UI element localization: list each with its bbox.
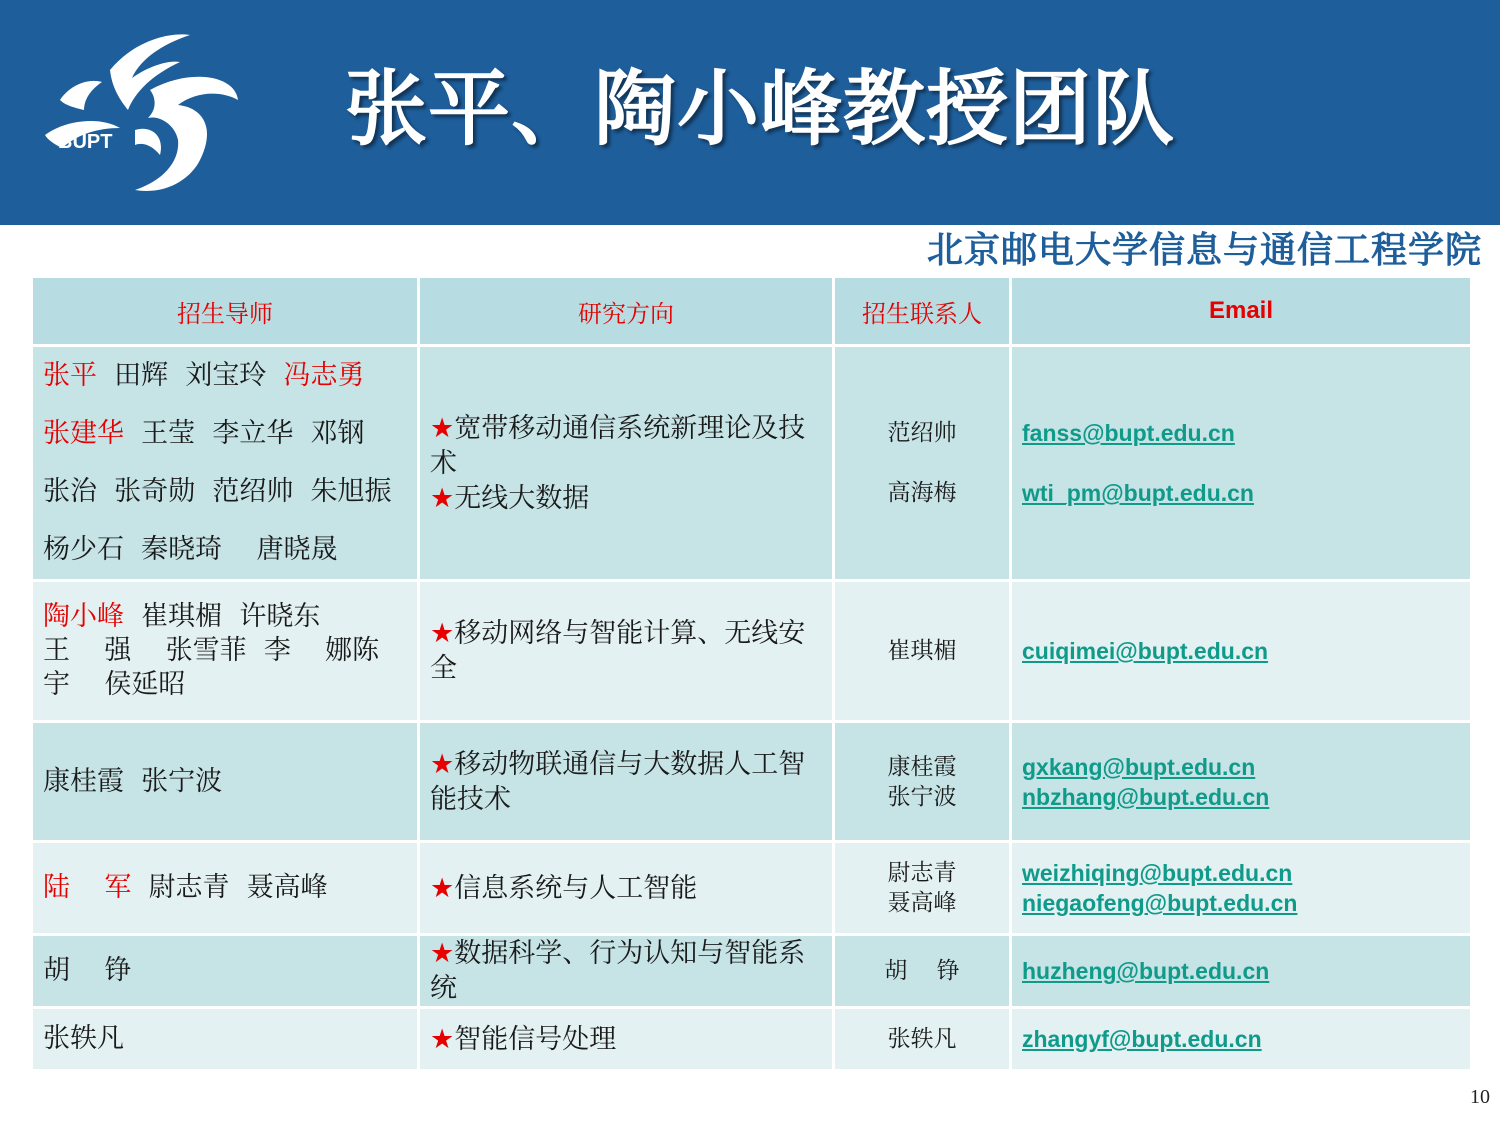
- table-row: [33, 723, 1470, 840]
- email-cell: [1012, 582, 1470, 720]
- email-cell: [1012, 723, 1470, 840]
- contact-name: 胡 铮: [884, 958, 960, 984]
- email-link[interactable]: nbzhang@bupt.edu.cn: [1022, 783, 1270, 810]
- table-row: [33, 582, 1470, 720]
- star-icon: ★: [430, 748, 455, 780]
- header-email: Email: [1012, 278, 1470, 344]
- highlighted-supervisor-name: 陶小峰: [43, 601, 124, 632]
- contact-name: 范绍帅: [887, 420, 957, 446]
- direction-cell: [420, 347, 832, 579]
- email-link[interactable]: gxkang@bupt.edu.cn: [1022, 753, 1256, 780]
- contact-cell: [835, 723, 1009, 840]
- email-link[interactable]: cuiqimei@bupt.edu.cn: [1022, 638, 1269, 664]
- star-icon: ★: [430, 872, 455, 904]
- supervisor-line: [43, 521, 407, 579]
- email-cell: [1012, 1009, 1470, 1069]
- research-direction: [430, 411, 822, 481]
- contact-cell: [835, 843, 1009, 933]
- highlighted-supervisor-name: 张平: [43, 360, 97, 391]
- email-link[interactable]: huzheng@bupt.edu.cn: [1022, 958, 1270, 984]
- email-cell: [1012, 936, 1470, 1006]
- supervisor-line: [43, 600, 407, 634]
- spacer: [845, 448, 999, 478]
- supervisor-line: [43, 668, 407, 702]
- supervisor-line: [43, 347, 407, 405]
- email-cell: [1012, 347, 1470, 579]
- supervisor-line: [43, 871, 407, 905]
- star-icon: ★: [430, 1023, 455, 1055]
- email-link[interactable]: niegaofeng@bupt.edu.cn: [1022, 890, 1298, 916]
- table-row: [33, 347, 1470, 579]
- highlighted-supervisor-name: 陆 军: [43, 872, 132, 903]
- contact-cell: [835, 1009, 1009, 1069]
- contact-cell: [835, 936, 1009, 1006]
- supervisor-name: 康桂霞 张宁波: [43, 765, 223, 797]
- star-icon: ★: [430, 938, 455, 969]
- supervisor-line: [43, 1022, 407, 1056]
- research-direction-text: 无线大数据: [454, 482, 590, 514]
- supervisor-cell: [33, 723, 417, 840]
- contact-name: 张轶凡: [887, 1026, 957, 1052]
- supervisor-name: 杨少石 秦晓琦 唐晓晟: [43, 534, 338, 565]
- header-banner: [0, 0, 1500, 225]
- supervisor-line: [43, 634, 407, 668]
- email-link[interactable]: fanss@bupt.edu.cn: [1022, 420, 1235, 446]
- star-icon: ★: [430, 482, 455, 514]
- supervisor-cell: [33, 582, 417, 720]
- research-direction: [430, 616, 822, 686]
- supervisor-name: 王 强 张雪菲 李 娜陈: [43, 635, 380, 666]
- supervisor-name: 田辉 刘宝玲: [97, 360, 284, 391]
- supervisor-line: [43, 405, 407, 463]
- research-direction-text: 宽带移动通信系统新理论及技术: [430, 412, 806, 479]
- supervisor-name: 宇 侯延昭: [43, 669, 186, 700]
- supervisor-cell: [33, 1009, 417, 1069]
- spacer: [1022, 448, 1460, 478]
- bupt-logo-icon: [40, 30, 240, 198]
- table-row: [33, 1009, 1470, 1069]
- school-name: 北京邮电大学信息与通信工程学院: [926, 230, 1482, 271]
- research-direction: [430, 871, 822, 906]
- research-direction-text: 信息系统与人工智能: [454, 872, 698, 904]
- header-contact: 招生联系人: [835, 278, 1009, 344]
- table-header-row: [33, 278, 1470, 344]
- research-direction: [430, 936, 822, 1006]
- direction-cell: [420, 936, 832, 1006]
- supervisor-name: 胡 铮: [43, 955, 132, 986]
- contact-name: 尉志青: [887, 860, 957, 886]
- star-icon: ★: [430, 618, 455, 649]
- research-direction-text: 智能信号处理: [454, 1023, 617, 1055]
- email-link[interactable]: weizhiqing@bupt.edu.cn: [1022, 860, 1293, 886]
- supervisor-cell: [33, 936, 417, 1006]
- contact-cell: [835, 582, 1009, 720]
- email-cell: [1012, 843, 1470, 933]
- highlighted-supervisor-name: 冯志勇: [283, 360, 365, 391]
- team-table: [30, 275, 1473, 1072]
- supervisor-name: 张轶凡: [43, 1023, 124, 1054]
- contact-name: 高海梅: [887, 480, 957, 506]
- contact-name: 崔琪楣: [887, 638, 957, 664]
- table-row: [33, 936, 1470, 1006]
- table-row: [33, 843, 1470, 933]
- supervisor-name: 崔琪楣 许晓东: [124, 601, 321, 632]
- research-direction-text: 移动物联通信与大数据人工智能技术: [430, 748, 806, 815]
- header-direction: 研究方向: [420, 278, 832, 344]
- supervisor-name: 王莹 李立华 邓钢: [124, 418, 365, 449]
- supervisor-cell: [33, 843, 417, 933]
- page-number: 10: [1470, 1086, 1490, 1108]
- email-link[interactable]: zhangyf@bupt.edu.cn: [1022, 1026, 1262, 1052]
- logo-text: BUPT: [58, 131, 113, 153]
- supervisor-line: [43, 463, 407, 521]
- research-direction: [430, 747, 822, 817]
- research-direction: [430, 481, 822, 516]
- direction-cell: [420, 723, 832, 840]
- supervisor-line: [43, 765, 407, 799]
- supervisor-name: 张治 张奇勋 范绍帅 朱旭振: [43, 476, 392, 507]
- page-title: 张平、陶小峰教授团队: [345, 62, 1176, 157]
- research-direction: [430, 1022, 822, 1057]
- header-supervisor: 招生导师: [33, 278, 417, 344]
- direction-cell: [420, 843, 832, 933]
- contact-name: 康桂霞: [887, 753, 957, 780]
- direction-cell: [420, 582, 832, 720]
- star-icon: ★: [430, 412, 455, 444]
- research-direction-text: 数据科学、行为认知与智能系统: [430, 938, 806, 1004]
- direction-cell: [420, 1009, 832, 1069]
- contact-name: 聂高峰: [887, 890, 957, 916]
- contact-name: 张宁波: [887, 783, 957, 810]
- supervisor-cell: [33, 347, 417, 579]
- contact-cell: [835, 347, 1009, 579]
- supervisor-name: 尉志青 聂高峰: [131, 872, 328, 903]
- supervisor-line: [43, 954, 407, 988]
- email-link[interactable]: wti_pm@bupt.edu.cn: [1022, 480, 1254, 506]
- highlighted-supervisor-name: 张建华: [43, 418, 124, 449]
- research-direction-text: 移动网络与智能计算、无线安全: [430, 618, 806, 684]
